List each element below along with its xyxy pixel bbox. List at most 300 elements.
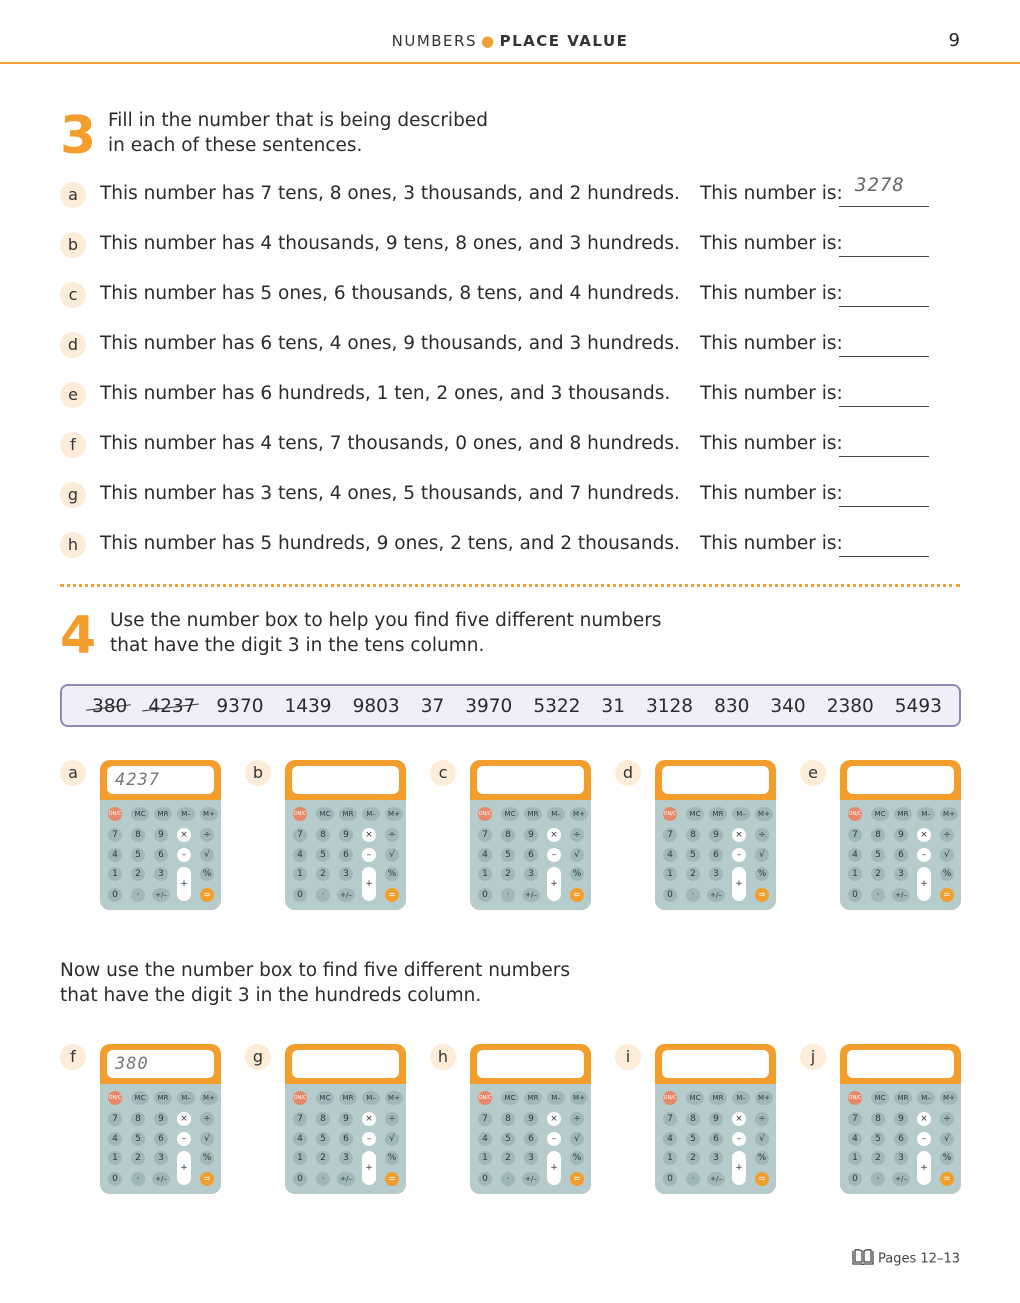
- plus-key: +: [177, 1151, 191, 1185]
- calculator-key: M–: [547, 1091, 565, 1105]
- calculator-item: [800, 1044, 990, 1204]
- calculator: [840, 1044, 961, 1194]
- question-row: [60, 382, 940, 412]
- calculator-key: ·: [686, 1172, 700, 1186]
- calculator-keypad: [470, 800, 591, 910]
- calculator-key: 1: [478, 867, 492, 881]
- answer-blank[interactable]: [839, 356, 929, 357]
- calculator-display[interactable]: 4237: [107, 766, 214, 794]
- calculator-key: ·: [871, 1172, 885, 1186]
- calculator-key: 6: [339, 848, 353, 862]
- calculator-key: 4: [108, 848, 122, 862]
- calculator-key: 0: [848, 888, 862, 902]
- calculator-key: 5: [686, 848, 700, 862]
- calculator-key: 4: [663, 1132, 677, 1146]
- question-row: [60, 332, 940, 362]
- calculator-display[interactable]: [662, 1050, 769, 1078]
- sign-key: +/–: [522, 888, 540, 902]
- pages-label: Pages 12–13: [878, 1251, 960, 1267]
- calculator-key: 9: [154, 828, 168, 842]
- instruction-line-2: in each of these sentences.: [108, 135, 363, 156]
- sign-key: +/–: [522, 1172, 540, 1186]
- sign-key: +/–: [337, 888, 355, 902]
- calculator-key: 2: [501, 1151, 515, 1165]
- equals-key: =: [940, 888, 954, 902]
- calculator-key: MC: [316, 1091, 334, 1105]
- calculator-key: 7: [663, 1112, 677, 1126]
- calculator-item: [430, 1044, 620, 1204]
- calculator-key: 3: [524, 867, 538, 881]
- calculator: [285, 1044, 406, 1194]
- calculator-key: 7: [478, 1112, 492, 1126]
- calculator: [100, 760, 221, 910]
- calculator-item: [615, 1044, 805, 1204]
- calculator-key: MC: [686, 807, 704, 821]
- item-letter: h: [60, 532, 86, 558]
- calculator-key: ×: [177, 1112, 191, 1126]
- answer-label: This number is:: [700, 183, 843, 204]
- calculator-key: MR: [894, 807, 912, 821]
- item-letter: c: [430, 760, 456, 786]
- calculator-key: 6: [339, 1132, 353, 1146]
- calculator-key: 1: [293, 867, 307, 881]
- power-key: ON/C: [108, 807, 122, 821]
- calculator-key: 7: [293, 1112, 307, 1126]
- calculator: [840, 760, 961, 910]
- calculator-key: 7: [478, 828, 492, 842]
- equals-key: =: [755, 1172, 769, 1186]
- number-box-value: 9803: [352, 696, 400, 717]
- answer-label: This number is:: [700, 383, 843, 404]
- calculator-key: 1: [848, 1151, 862, 1165]
- calculator-key: 0: [108, 888, 122, 902]
- question-row: [60, 174, 940, 212]
- calculator-key: 0: [478, 888, 492, 902]
- answer-label: This number is:: [700, 483, 843, 504]
- calculator-key: 6: [709, 1132, 723, 1146]
- calculator-key: ×: [917, 1112, 931, 1126]
- question-3-number: 3: [60, 106, 97, 166]
- power-key: ON/C: [663, 1091, 677, 1105]
- calculator-item: [800, 760, 990, 920]
- calculator-display[interactable]: [292, 1050, 399, 1078]
- calculator-key: 6: [894, 1132, 908, 1146]
- answer-label: This number is:: [700, 333, 843, 354]
- item-letter: f: [60, 432, 86, 458]
- calculator-key: ×: [362, 828, 376, 842]
- calculator-key: 5: [501, 848, 515, 862]
- calculator-key: 5: [316, 1132, 330, 1146]
- calculator-display[interactable]: 380: [107, 1050, 214, 1078]
- calculator-key: M+: [755, 1091, 773, 1105]
- calculator-key: ·: [686, 888, 700, 902]
- calculator-key: –: [547, 848, 561, 862]
- calculator-key: 3: [894, 1151, 908, 1165]
- handwritten-answer: 3278: [855, 174, 905, 196]
- calculator-key: M–: [362, 1091, 380, 1105]
- item-letter: d: [60, 332, 86, 358]
- calculator-key: 1: [108, 867, 122, 881]
- calculator-key: 2: [501, 867, 515, 881]
- instruction-line-2: that have the digit 3 in the tens column.: [110, 635, 485, 656]
- instruction-line-1: Fill in the number that is being described: [108, 110, 488, 131]
- calculator-key: M–: [732, 807, 750, 821]
- calculator-display[interactable]: [477, 766, 584, 794]
- calculator-key: ÷: [200, 828, 214, 842]
- calculator-key: M–: [177, 807, 195, 821]
- item-letter: e: [60, 382, 86, 408]
- calculator-key: 9: [894, 1112, 908, 1126]
- calculator-key: √: [385, 1132, 399, 1146]
- calculator-key: M+: [570, 807, 588, 821]
- calculator-key: MR: [339, 807, 357, 821]
- calculator-key: ×: [547, 828, 561, 842]
- calculator-key: %: [200, 1151, 214, 1165]
- calculator-key: 3: [154, 1151, 168, 1165]
- calculator-key: 2: [686, 1151, 700, 1165]
- number-box-value: 4237: [148, 696, 196, 717]
- item-letter: e: [800, 760, 826, 786]
- calculator-key: 9: [339, 1112, 353, 1126]
- calculator-key: M–: [177, 1091, 195, 1105]
- power-key: ON/C: [848, 807, 862, 821]
- calculator-key: 4: [293, 848, 307, 862]
- calculator-key: MR: [709, 1091, 727, 1105]
- section-divider: [60, 584, 960, 587]
- calculator-key: 0: [108, 1172, 122, 1186]
- calculator-key: 3: [524, 1151, 538, 1165]
- calculator-key: 7: [848, 1112, 862, 1126]
- calculator-key: M+: [200, 1091, 218, 1105]
- plus-key: +: [917, 867, 931, 901]
- book-icon: [852, 1249, 874, 1269]
- answer-label: This number is:: [700, 233, 843, 254]
- plus-key: +: [362, 1151, 376, 1185]
- calculator-key: 3: [339, 1151, 353, 1165]
- calculator-key: 6: [524, 1132, 538, 1146]
- question-row: [60, 432, 940, 462]
- calculator-key: %: [940, 867, 954, 881]
- calculator-key: ÷: [200, 1112, 214, 1126]
- calculator-key: M+: [755, 807, 773, 821]
- calculator-key: –: [917, 1132, 931, 1146]
- calculator-display[interactable]: [847, 766, 954, 794]
- calculator-key: 8: [686, 1112, 700, 1126]
- page-number: 9: [948, 30, 960, 51]
- calculator-key: 9: [894, 828, 908, 842]
- calculator-key: ÷: [570, 828, 584, 842]
- calculator-key: –: [362, 1132, 376, 1146]
- calculator-key: √: [385, 848, 399, 862]
- sign-key: +/–: [892, 1172, 910, 1186]
- calculator-key: MC: [131, 807, 149, 821]
- calculator-key: ÷: [385, 828, 399, 842]
- calculator-key: 2: [871, 1151, 885, 1165]
- calculator-key: ·: [316, 1172, 330, 1186]
- number-box: [60, 684, 961, 727]
- item-letter: a: [60, 760, 86, 786]
- answer-blank[interactable]: [839, 406, 929, 407]
- calculator-key: 0: [478, 1172, 492, 1186]
- calculator-key: ·: [131, 888, 145, 902]
- question-sentence: This number has 5 hundreds, 9 ones, 2 tens, and 2 thousands.: [100, 533, 680, 554]
- calculator-key: 7: [108, 828, 122, 842]
- calculator-key: ÷: [570, 1112, 584, 1126]
- calculator-key: 3: [154, 867, 168, 881]
- calculator-key: ·: [501, 1172, 515, 1186]
- answer-blank[interactable]: [839, 306, 929, 307]
- calculator-display[interactable]: [292, 766, 399, 794]
- bullet-dot: ●: [480, 32, 496, 50]
- plus-key: +: [177, 867, 191, 901]
- number-box-value: 380: [92, 696, 128, 717]
- calculator-key: M–: [732, 1091, 750, 1105]
- calculator-key: √: [570, 848, 584, 862]
- answer-blank[interactable]: [839, 206, 929, 207]
- calculator-key: 2: [686, 867, 700, 881]
- calculator-keypad: [470, 1084, 591, 1194]
- calculator-key: 0: [663, 888, 677, 902]
- calculator-key: –: [732, 848, 746, 862]
- question-sentence: This number has 5 ones, 6 thousands, 8 tens, and 4 hundreds.: [100, 283, 680, 304]
- calculator-display[interactable]: [847, 1050, 954, 1078]
- calculator-key: %: [755, 1151, 769, 1165]
- question-4-instructions: [110, 608, 661, 658]
- calculator-key: 4: [293, 1132, 307, 1146]
- calculator-key: √: [940, 1132, 954, 1146]
- calculator-key: MR: [154, 807, 172, 821]
- calculator-key: 3: [894, 867, 908, 881]
- calculator-key: M+: [385, 1091, 403, 1105]
- calculator-key: ·: [131, 1172, 145, 1186]
- calculator-key: MC: [871, 807, 889, 821]
- answer-label: This number is:: [700, 283, 843, 304]
- calculator: [100, 1044, 221, 1194]
- equals-key: =: [385, 888, 399, 902]
- number-box-value: 1439: [284, 696, 332, 717]
- number-box-value: 830: [714, 696, 750, 717]
- sign-key: +/–: [707, 1172, 725, 1186]
- calculator-key: 4: [478, 1132, 492, 1146]
- plus-key: +: [547, 867, 561, 901]
- answer-blank[interactable]: [839, 456, 929, 457]
- calculator-keypad: [840, 1084, 961, 1194]
- calculator-key: 9: [339, 828, 353, 842]
- number-box-value: 3970: [465, 696, 513, 717]
- number-box-value: 31: [601, 696, 625, 717]
- calculator-key: √: [570, 1132, 584, 1146]
- calculator-key: %: [385, 1151, 399, 1165]
- calculator-key: MR: [524, 807, 542, 821]
- calculator-key: 6: [154, 1132, 168, 1146]
- calculator-key: M–: [917, 807, 935, 821]
- hundreds-instructions: [60, 958, 570, 1008]
- equals-key: =: [200, 888, 214, 902]
- calculator-item: [245, 760, 435, 920]
- calculator-display[interactable]: [477, 1050, 584, 1078]
- calculator-key: 8: [501, 828, 515, 842]
- number-box-value: 37: [420, 696, 445, 717]
- calculator-key: 4: [478, 848, 492, 862]
- calculator-key: 0: [663, 1172, 677, 1186]
- instruction-line-1: Now use the number box to find five different numbers: [60, 960, 571, 981]
- calculator-key: √: [755, 848, 769, 862]
- calculator-key: M+: [200, 807, 218, 821]
- calculator-key: √: [200, 848, 214, 862]
- calculator-key: 4: [848, 1132, 862, 1146]
- calculator-key: ÷: [755, 828, 769, 842]
- calculator-key: 8: [501, 1112, 515, 1126]
- calculator-key: M+: [385, 807, 403, 821]
- calculator-keypad: [840, 800, 961, 910]
- calculator-key: ×: [547, 1112, 561, 1126]
- calculator-key: –: [732, 1132, 746, 1146]
- calculator-display[interactable]: [662, 766, 769, 794]
- calculator-key: M+: [940, 807, 958, 821]
- calculator-key: 9: [154, 1112, 168, 1126]
- equals-key: =: [385, 1172, 399, 1186]
- calculator-key: MR: [339, 1091, 357, 1105]
- plus-key: +: [732, 1151, 746, 1185]
- equals-key: =: [755, 888, 769, 902]
- calculator-key: 0: [293, 888, 307, 902]
- calculator-key: %: [570, 1151, 584, 1165]
- calculator-key: ×: [177, 828, 191, 842]
- calculator-key: 2: [316, 1151, 330, 1165]
- equals-key: =: [200, 1172, 214, 1186]
- item-letter: i: [615, 1044, 641, 1070]
- calculator-key: 5: [501, 1132, 515, 1146]
- calculator-key: 1: [663, 867, 677, 881]
- question-row: [60, 232, 940, 262]
- calculator-key: 8: [871, 1112, 885, 1126]
- question-sentence: This number has 6 tens, 4 ones, 9 thousands, and 3 hundreds.: [100, 333, 680, 354]
- calculator-key: MR: [524, 1091, 542, 1105]
- calculator-key: 9: [709, 828, 723, 842]
- sign-key: +/–: [152, 888, 170, 902]
- instruction-line-1: Use the number box to help you find five different numbers: [110, 610, 662, 631]
- calculator-key: %: [755, 867, 769, 881]
- calculator-key: 9: [524, 1112, 538, 1126]
- calculator-key: MR: [894, 1091, 912, 1105]
- answer-blank[interactable]: [839, 256, 929, 257]
- calculator-key: 3: [339, 867, 353, 881]
- item-letter: f: [60, 1044, 86, 1070]
- calculator-item: [60, 1044, 250, 1204]
- calculator-key: %: [200, 867, 214, 881]
- calculator-key: 8: [316, 1112, 330, 1126]
- calculator-key: ÷: [385, 1112, 399, 1126]
- calculator-key: √: [755, 1132, 769, 1146]
- calculator-key: MC: [316, 807, 334, 821]
- topic-label: PLACE VALUE: [499, 32, 629, 50]
- calculator-key: 1: [478, 1151, 492, 1165]
- calculator: [655, 1044, 776, 1194]
- number-box-value: 9370: [216, 696, 264, 717]
- equals-key: =: [940, 1172, 954, 1186]
- plus-key: +: [547, 1151, 561, 1185]
- item-letter: b: [60, 232, 86, 258]
- calculator-key: ÷: [940, 1112, 954, 1126]
- power-key: ON/C: [478, 1091, 492, 1105]
- calculator-key: M–: [362, 807, 380, 821]
- calculator-keypad: [655, 800, 776, 910]
- calculator-item: [60, 760, 250, 920]
- sign-key: +/–: [337, 1172, 355, 1186]
- calculator-key: MC: [131, 1091, 149, 1105]
- calculator-key: MC: [871, 1091, 889, 1105]
- sign-key: +/–: [707, 888, 725, 902]
- calculator-key: 6: [154, 848, 168, 862]
- calculator-key: M+: [570, 1091, 588, 1105]
- calculator-key: ·: [501, 888, 515, 902]
- calculator-key: 1: [848, 867, 862, 881]
- section-label: NUMBERS: [391, 32, 477, 50]
- calculator-key: M+: [940, 1091, 958, 1105]
- calculator-key: MC: [501, 807, 519, 821]
- calculator-key: 1: [108, 1151, 122, 1165]
- calculator-key: 8: [316, 828, 330, 842]
- calculator-key: 5: [316, 848, 330, 862]
- power-key: ON/C: [663, 807, 677, 821]
- calculator-key: 8: [871, 828, 885, 842]
- calculator-key: 6: [524, 848, 538, 862]
- equals-key: =: [570, 888, 584, 902]
- calculator-key: 6: [894, 848, 908, 862]
- question-3-instructions: [108, 108, 488, 158]
- calculator-key: –: [177, 1132, 191, 1146]
- calculator-key: 5: [131, 848, 145, 862]
- calculator: [470, 760, 591, 910]
- calculator-key: ·: [871, 888, 885, 902]
- sign-key: +/–: [892, 888, 910, 902]
- calculator-key: ·: [316, 888, 330, 902]
- question-row: [60, 532, 940, 562]
- calculator-key: 5: [871, 1132, 885, 1146]
- calculator-key: 4: [108, 1132, 122, 1146]
- calculator-key: M–: [547, 807, 565, 821]
- number-box-value: 5322: [533, 696, 581, 717]
- item-letter: j: [800, 1044, 826, 1070]
- calculator-key: M–: [917, 1091, 935, 1105]
- calculator-key: 9: [524, 828, 538, 842]
- calculator-key: 3: [709, 1151, 723, 1165]
- calculator-key: ÷: [755, 1112, 769, 1126]
- calculator-key: 6: [709, 848, 723, 862]
- calculator-key: %: [570, 867, 584, 881]
- answer-blank[interactable]: [839, 506, 929, 507]
- calculator-keypad: [100, 1084, 221, 1194]
- item-letter: a: [60, 182, 86, 208]
- question-sentence: This number has 4 tens, 7 thousands, 0 ones, and 8 hundreds.: [100, 433, 680, 454]
- power-key: ON/C: [848, 1091, 862, 1105]
- answer-blank[interactable]: [839, 556, 929, 557]
- number-box-list: [92, 696, 963, 717]
- calculator-key: ×: [732, 828, 746, 842]
- sign-key: +/–: [152, 1172, 170, 1186]
- answer-label: This number is:: [700, 433, 843, 454]
- calculator-key: ×: [362, 1112, 376, 1126]
- calculator-key: %: [385, 867, 399, 881]
- calculator-key: ÷: [940, 828, 954, 842]
- calculator-item: [615, 760, 805, 920]
- calculator-keypad: [655, 1084, 776, 1194]
- calculator-key: –: [177, 848, 191, 862]
- power-key: ON/C: [293, 807, 307, 821]
- plus-key: +: [917, 1151, 931, 1185]
- calculator-key: 0: [293, 1172, 307, 1186]
- calculator-item: [430, 760, 620, 920]
